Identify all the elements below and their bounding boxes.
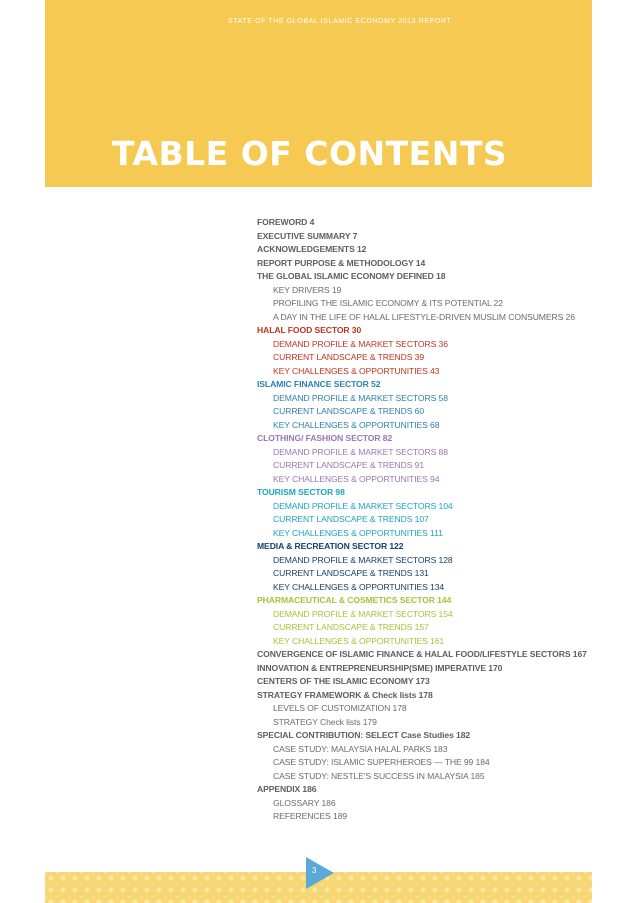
toc-section-entry[interactable]: INNOVATION & ENTREPRENEURSHIP(SME) IMPERATIVE 170	[257, 662, 503, 673]
toc-subentry[interactable]: CASE STUDY: NESTLE'S SUCCESS IN MALAYSIA 185	[273, 770, 485, 781]
toc-subentry[interactable]: GLOSSARY 186	[273, 797, 336, 808]
toc-subentry[interactable]: CURRENT LANDSCAPE & TRENDS 157	[273, 622, 429, 632]
toc-subentry[interactable]: KEY CHALLENGES & OPPORTUNITIES 43	[273, 365, 440, 376]
toc-subentry[interactable]: CURRENT LANDSCAPE & TRENDS 60	[273, 406, 425, 416]
toc-subentry[interactable]: PROFILING THE ISLAMIC ECONOMY & ITS POTENTIAL 22	[273, 298, 503, 308]
toc-subentry[interactable]: CASE STUDY: MALAYSIA HALAL PARKS 183	[273, 743, 448, 754]
toc-subentry[interactable]: A DAY IN THE LIFE OF HALAL LIFESTYLE-DRIVEN MUSLIM CONSUMERS 26	[273, 311, 575, 322]
toc-subentry[interactable]: CURRENT LANDSCAPE & TRENDS 39	[273, 352, 425, 362]
table-of-contents	[257, 216, 597, 824]
toc-section-entry[interactable]: CONVERGENCE OF ISLAMIC FINANCE & HALAL FOOD/LIFESTYLE SECTORS 167	[257, 649, 587, 659]
toc-subentry[interactable]: DEMAND PROFILE & MARKET SECTORS 36	[273, 338, 448, 349]
toc-section-entry[interactable]: EXECUTIVE SUMMARY 7	[257, 230, 358, 241]
toc-subentry[interactable]: KEY CHALLENGES & OPPORTUNITIES 68	[273, 419, 440, 430]
toc-section-entry[interactable]: PHARMACEUTICAL & COSMETICS SECTOR 144	[257, 595, 452, 605]
toc-section-entry[interactable]: HALAL FOOD SECTOR 30	[257, 325, 362, 335]
toc-section-entry[interactable]: CENTERS OF THE ISLAMIC ECONOMY 173	[257, 676, 430, 686]
toc-subentry[interactable]: KEY CHALLENGES & OPPORTUNITIES 94	[273, 473, 440, 484]
toc-section-entry[interactable]: STRATEGY FRAMEWORK & Check lists 178	[257, 689, 433, 700]
toc-section-entry[interactable]: APPENDIX 186	[257, 784, 317, 794]
toc-section-entry[interactable]: TOURISM SECTOR 98	[257, 487, 345, 497]
toc-subentry[interactable]: LEVELS OF CUSTOMIZATION 178	[273, 703, 407, 713]
toc-subentry[interactable]: CURRENT LANDSCAPE & TRENDS 91	[273, 460, 425, 470]
toc-subentry[interactable]: KEY CHALLENGES & OPPORTUNITIES 134	[273, 581, 445, 592]
toc-subentry[interactable]: CURRENT LANDSCAPE & TRENDS 131	[273, 568, 429, 578]
toc-subentry[interactable]: DEMAND PROFILE & MARKET SECTORS 104	[273, 500, 453, 511]
toc-section-entry[interactable]: SPECIAL CONTRIBUTION: SELECT Case Studies 182	[257, 730, 471, 740]
toc-subentry[interactable]: DEMAND PROFILE & MARKET SECTORS 154	[273, 608, 453, 619]
toc-section-entry[interactable]: REPORT PURPOSE & METHODOLOGY 14	[257, 257, 426, 268]
toc-subentry[interactable]: KEY DRIVERS 19	[273, 284, 342, 295]
toc-section-entry[interactable]: ISLAMIC FINANCE SECTOR 52	[257, 379, 381, 389]
toc-subentry[interactable]: DEMAND PROFILE & MARKET SECTORS 88	[273, 446, 448, 457]
toc-subentry[interactable]: DEMAND PROFILE & MARKET SECTORS 128	[273, 554, 453, 565]
running-head: STATE OF THE GLOBAL ISLAMIC ECONOMY 2013 REPORT	[228, 18, 452, 25]
toc-subentry[interactable]: KEY CHALLENGES & OPPORTUNITIES 161	[273, 635, 445, 646]
toc-subentry[interactable]: CASE STUDY: ISLAMIC SUPERHEROES — THE 99 184	[273, 757, 490, 767]
toc-section-entry[interactable]: THE GLOBAL ISLAMIC ECONOMY DEFINED 18	[257, 271, 446, 281]
toc-subentry[interactable]: CURRENT LANDSCAPE & TRENDS 107	[273, 514, 429, 524]
toc-subentry[interactable]: DEMAND PROFILE & MARKET SECTORS 58	[273, 392, 448, 403]
toc-section-entry[interactable]: FOREWORD 4	[257, 217, 315, 227]
title-banner	[45, 0, 592, 187]
toc-subentry[interactable]: KEY CHALLENGES & OPPORTUNITIES 111	[273, 527, 443, 538]
page-title: TABLE OF CONTENTS	[112, 134, 508, 173]
page-number: 3	[312, 866, 317, 875]
toc-section-entry[interactable]: ACKNOWLEDGEMENTS 12	[257, 244, 367, 254]
toc-section-entry[interactable]: CLOTHING/ FASHION SECTOR 82	[257, 433, 393, 443]
page-marker-triangle-icon	[306, 857, 334, 889]
toc-subentry[interactable]: STRATEGY Check lists 179	[273, 716, 377, 727]
toc-section-entry[interactable]: MEDIA & RECREATION SECTOR 122	[257, 541, 404, 551]
toc-subentry[interactable]: REFERENCES 189	[273, 811, 348, 821]
